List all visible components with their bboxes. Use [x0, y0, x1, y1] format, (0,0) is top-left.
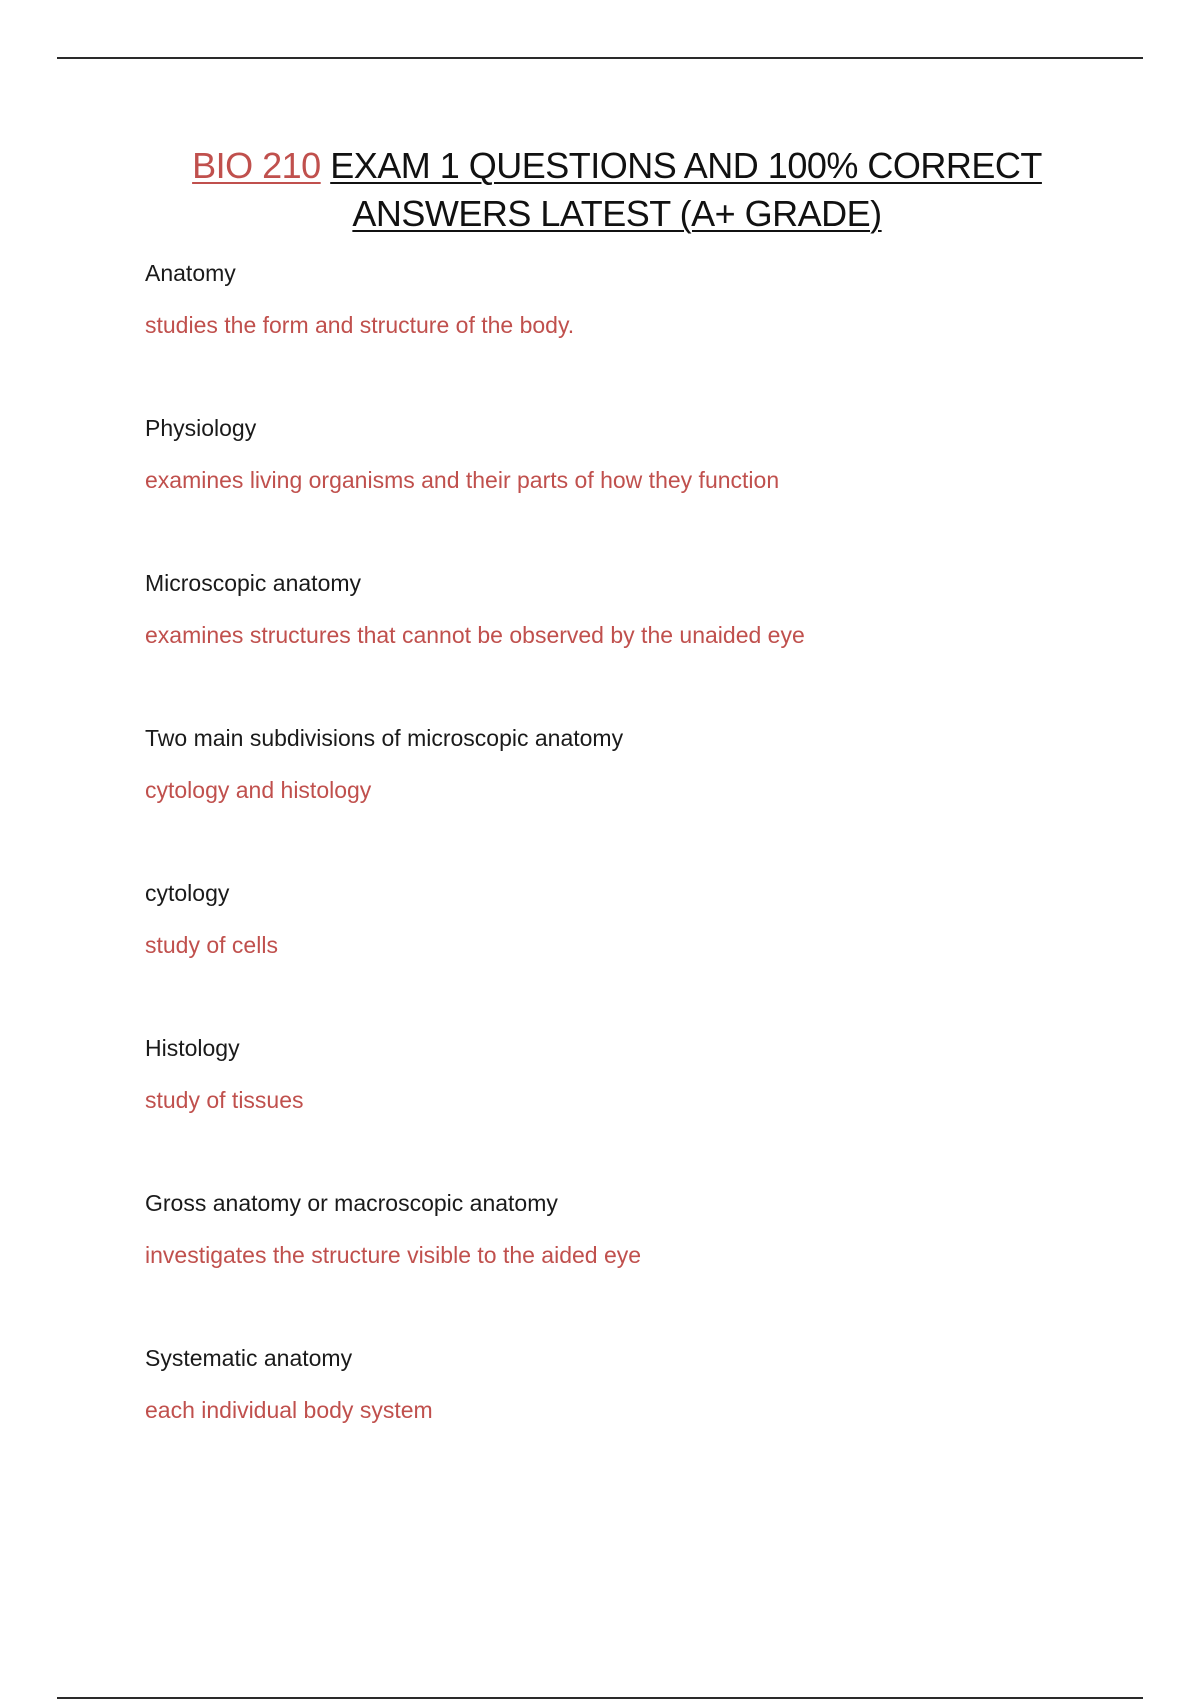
qa-item-histology [145, 1030, 1095, 1185]
qa-item-physiology [145, 410, 1095, 565]
course-code: BIO 210 [192, 145, 321, 186]
answer-definition: studies the form and structure of the body. [145, 312, 575, 338]
answer-definition: study of cells [145, 932, 278, 958]
qa-item-anatomy [145, 255, 1095, 410]
question-term: Gross anatomy or macroscopic anatomy [145, 1190, 558, 1216]
document-title [100, 142, 1134, 238]
answer-definition: each individual body system [145, 1397, 433, 1423]
qa-item-gross-anatomy [145, 1185, 1095, 1340]
bottom-rule [57, 1697, 1143, 1699]
answer-definition: examines living organisms and their parts of how they function [145, 467, 780, 493]
question-term: Two main subdivisions of microscopic anatomy [145, 725, 624, 751]
title-line-1: EXAM 1 QUESTIONS AND 100% CORRECT [330, 145, 1042, 186]
top-rule [57, 57, 1143, 59]
question-term: Microscopic anatomy [145, 570, 362, 596]
question-term: Histology [145, 1035, 240, 1061]
question-term: cytology [145, 880, 230, 906]
answer-definition: cytology and histology [145, 777, 372, 803]
question-answer-list [145, 255, 1095, 1495]
answer-definition: investigates the structure visible to the aided eye [145, 1242, 642, 1268]
question-term: Physiology [145, 415, 257, 441]
answer-definition: examines structures that cannot be observed by the unaided eye [145, 622, 805, 648]
question-term: Systematic anatomy [145, 1345, 353, 1371]
qa-item-microscopic-anatomy [145, 565, 1095, 720]
qa-item-cytology [145, 875, 1095, 1030]
qa-item-systematic-anatomy [145, 1340, 1095, 1495]
title-line-2: ANSWERS LATEST (A+ GRADE) [352, 193, 882, 234]
answer-definition: study of tissues [145, 1087, 304, 1113]
question-term: Anatomy [145, 260, 236, 286]
qa-item-subdivisions [145, 720, 1095, 875]
